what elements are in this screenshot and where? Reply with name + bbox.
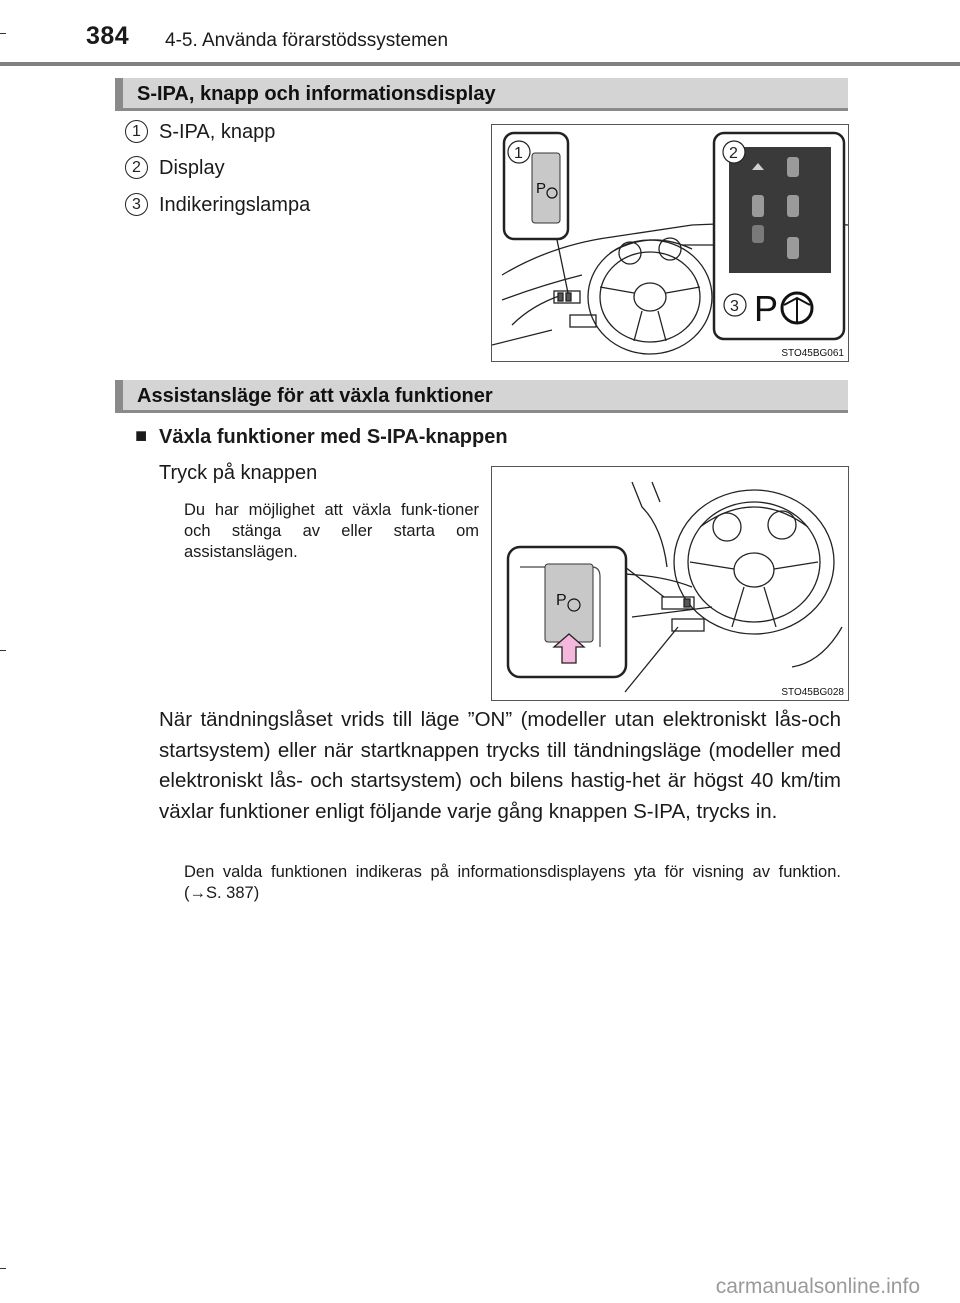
figure-code: STO45BG061 [781, 348, 844, 359]
subheading: Växla funktioner med S-IPA-knappen [159, 426, 508, 448]
section-heading-text: S-IPA, knapp och informationsdisplay [137, 83, 496, 105]
callout-number-2: 2 [729, 145, 738, 162]
instruction-note: Du har möjlighet att växla funk-tioner och stänga av eller starta om assistanslägen. [184, 501, 479, 561]
figure-sipa-cockpit [491, 124, 849, 362]
legend-label-1: S-IPA, knapp [159, 121, 276, 143]
legend-number-3: 3 [125, 193, 148, 216]
subheading-marker: ■ [135, 425, 148, 447]
display-callout [714, 133, 844, 339]
switch-callout [504, 133, 568, 239]
switch-letter: P [536, 180, 547, 197]
cockpit-illustration [492, 125, 848, 361]
crop-mark [0, 650, 6, 651]
section-heading-text: Assistansläge för att växla funktioner [137, 385, 493, 407]
heading-bar [115, 380, 123, 410]
header-rule [0, 62, 960, 66]
legend-label-2: Display [159, 157, 225, 179]
section-heading-assist [115, 380, 848, 413]
crop-mark [0, 33, 6, 34]
switch-letter: P [556, 592, 567, 609]
heading-bar [115, 78, 123, 108]
note-text: Den valda funktionen indikeras på informationsdisplayens yta för visning av funktion. (→S. 387) [184, 863, 841, 902]
switch-callout [508, 547, 626, 677]
crop-mark [0, 1268, 6, 1269]
legend-number-2: 2 [125, 156, 148, 179]
instruction-text: Tryck på knappen [159, 462, 318, 484]
callout-number-3: 3 [730, 298, 739, 315]
legend-label-3: Indikeringslampa [159, 194, 311, 216]
section-heading-sipa [115, 78, 848, 111]
body-paragraph: När tändningslåset vrids till läge ”ON” (modeller utan elektroniskt lås-och startsystem) eller när startknappen trycks till tändningsläge (modeller med elektroniskt lås- och startsystem) och bilens hastig-het är högst 40 km/tim växlar funktioner enligt följande varje gång knappen S-IPA, trycks in. [159, 708, 841, 823]
callout-number-1: 1 [514, 145, 523, 162]
indicator-letter: P [754, 288, 779, 329]
running-head: 4-5. Använda förarstödssystemen [165, 30, 449, 51]
legend-number-1: 1 [125, 120, 148, 143]
watermark: carmanualsonline.info [715, 1275, 920, 1298]
switch-illustration [492, 467, 848, 700]
figure-code: STO45BG028 [781, 687, 844, 698]
figure-sipa-switch [491, 466, 849, 701]
page-number: 384 [86, 22, 130, 50]
